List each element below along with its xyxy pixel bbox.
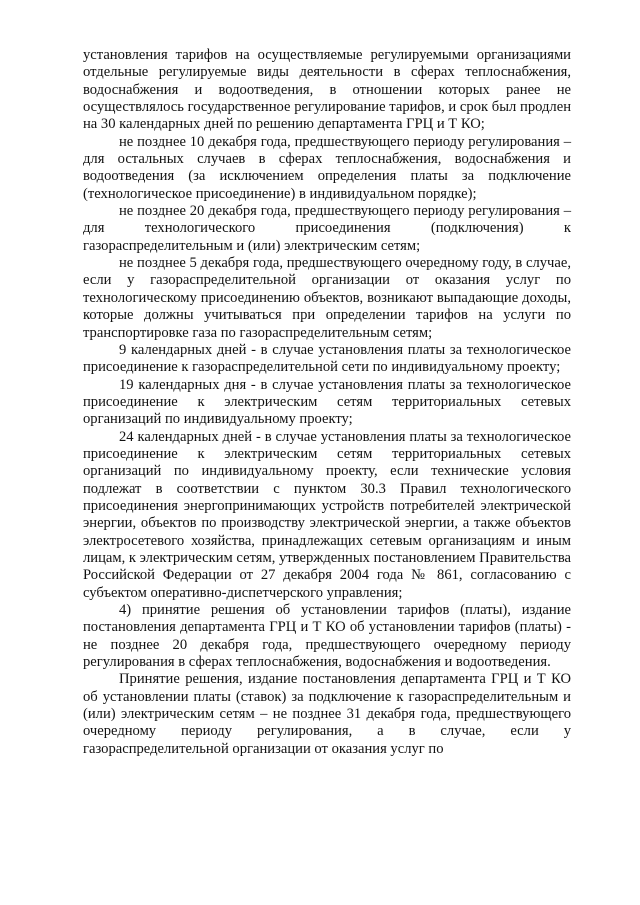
paragraph-decision-publication: Принятие решения, издание постановления департамента ГРЦ и Т КО об установлении платы (ставок) за подключение к газораспределительным и (или) электрическим сетям – не позднее 31 декабря года, предшествующего очередному периоду регулирования, а в случае, если у газораспределительной организации от оказания услуг по xyxy=(83,671,571,757)
paragraph-deadline-dec-20: не позднее 20 декабря года, предшествующего периоду регулирования – для технологического присоединения (подключения) к газораспределительным и (или) электрическим сетям; xyxy=(83,203,571,254)
paragraph-item-4: 4) принятие решения об установлении тарифов (платы), издание постановления департамента ГРЦ и Т КО об установлении тарифов (платы) - не позднее 20 декабря года, предшествующего очередному периоду регулирования в сферах теплоснабжения, водоснабжения и водоотведения. xyxy=(83,602,571,671)
paragraph-deadline-dec-5: не позднее 5 декабря года, предшествующего очередному году, в случае, если у газораспределительной организации от оказания услуг по технологическому присоединению объектов, возникают выпадающие доходы, которые должны учитываться при определении тарифов на услуги по транспортировке газа по газораспределительным сетям; xyxy=(83,255,571,341)
paragraph-deadline-dec-10: не позднее 10 декабря года, предшествующего периоду регулирования – для остальных случаев в сферах теплоснабжения, водоснабжения и водоотведения (за исключением определения платы за подключение (технологическое присоединение) в индивидуальном порядке); xyxy=(83,133,571,202)
paragraph-19-days: 19 календарных дня - в случае установления платы за технологическое присоединение к электрическим сетям территориальных сетевых организаций по индивидуальному проекту; xyxy=(83,376,571,428)
paragraph-tariff-extension: установления тарифов на осуществляемые регулируемыми организациями отдельные регулируемые виды деятельности в сферах теплоснабжения, водоснабжения и водоотведения, в отношении которых ранее не осуществлялось государственное регулирование тарифов, и срок был продлен на 30 календарных дней по решению департамента ГРЦ и Т КО; xyxy=(83,47,571,133)
paragraph-24-days: 24 календарных дней - в случае установления платы за технологическое присоединение к электрическим сетям территориальных сетевых организаций по индивидуальному проекту, если технические условия подлежат в соответствии с пунктом 30.3 Правил технологического присоединения энергопринимающих устройств потребителей электрической энергии, объектов по производству электрической энергии, а также объектов электросетевого хозяйства, принадлежащих сетевым организациям и иным лицам, к электрическим сетям, утвержденных постановлением Правительства Российской Федерации от 27 декабря 2004 года № 861, согласованию с субъектом оперативно-диспетчерского управления; xyxy=(83,428,571,601)
document-page xyxy=(83,47,571,758)
paragraph-9-days: 9 календарных дней - в случае установления платы за технологическое присоединение к газораспределительной сети по индивидуальному проекту; xyxy=(83,341,571,376)
